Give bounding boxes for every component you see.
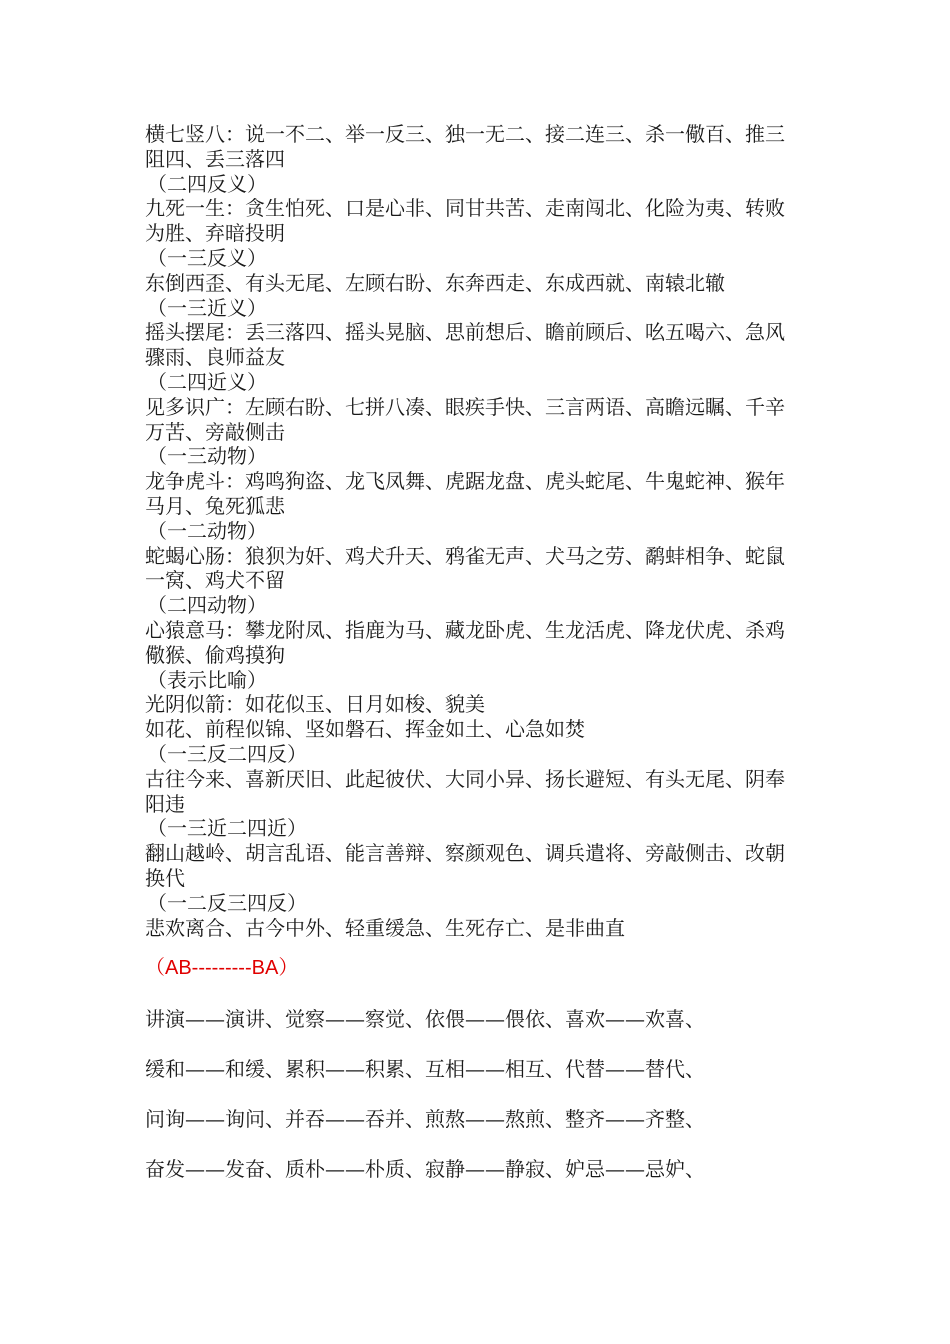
- text-line: 换代: [145, 865, 185, 890]
- text-line: 横七竖八：说一不二、举一反三、独一无二、接二连三、杀一儆百、推三: [145, 122, 785, 146]
- text-line: 儆猴、偷鸡摸狗: [145, 642, 285, 667]
- section-heading: [145, 954, 810, 981]
- text-line: 翻山越岭、胡言乱语、能言善辩、察颜观色、调兵遣将、旁敲侧击、改朝: [145, 841, 785, 866]
- text-line: 心猿意马：攀龙附凤、指鹿为马、藏龙卧虎、生龙活虎、降龙伏虎、杀鸡: [145, 617, 785, 642]
- text-line: 东倒西歪、有头无尾、左顾右盼、东奔西走、东成西就、南辕北辙: [145, 270, 725, 295]
- word-pair-section: [145, 1007, 810, 1181]
- category-label: （一二动物）: [147, 518, 267, 543]
- category-label: （一三反二四反）: [147, 741, 307, 766]
- word-pair-line: 奋发——发奋、质朴——朴质、寂静——静寂、妒忌——忌妒、: [145, 1157, 705, 1182]
- text-line: 万苦、旁敲侧击: [145, 419, 285, 444]
- heading-open-paren: （: [145, 957, 165, 980]
- text-line: 蛇蝎心肠：狼狈为奸、鸡犬升天、鸦雀无声、犬马之劳、鹬蚌相争、蛇鼠: [145, 543, 785, 568]
- category-label: （一二反三四反）: [147, 890, 307, 915]
- text-line: 光阴似箭：如花似玉、日月如梭、貌美: [145, 692, 485, 717]
- text-line: 一窝、鸡犬不留: [145, 568, 285, 593]
- heading-label: AB---------BA: [165, 957, 279, 980]
- document-page: [145, 122, 810, 1181]
- category-label: （二四反义）: [147, 171, 267, 196]
- category-label: （表示比喻）: [147, 667, 267, 692]
- category-label: （二四动物）: [147, 593, 267, 618]
- text-line: 悲欢离合、古今中外、轻重缓急、生死存亡、是非曲直: [145, 915, 625, 940]
- text-line: 阳违: [145, 791, 185, 816]
- text-line: 摇头摆尾：丢三落四、摇头晃脑、思前想后、瞻前顾后、吆五喝六、急风: [145, 320, 785, 345]
- text-line: 如花、前程似锦、坚如磐石、挥金如土、心急如焚: [145, 717, 585, 742]
- category-label: （一三反义）: [147, 245, 267, 270]
- text-line: 龙争虎斗：鸡鸣狗盗、龙飞凤舞、虎踞龙盘、虎头蛇尾、牛鬼蛇神、猴年: [145, 469, 785, 494]
- text-line: 阻四、丢三落四: [145, 146, 285, 171]
- text-line: 见多识广：左顾右盼、七拼八凑、眼疾手快、三言两语、高瞻远瞩、千辛: [145, 394, 785, 419]
- text-line: 九死一生：贪生怕死、口是心非、同甘共苦、走南闯北、化险为夷、转败: [145, 196, 785, 221]
- category-label: （二四近义）: [147, 369, 267, 394]
- text-line: 古往今来、喜新厌旧、此起彼伏、大同小异、扬长避短、有头无尾、阴奉: [145, 766, 785, 791]
- category-label: （一三近二四近）: [147, 816, 307, 841]
- word-pair-line: 问询——询问、并吞——吞并、煎熬——熬煎、整齐——齐整、: [145, 1107, 705, 1132]
- category-label: （一三近义）: [147, 295, 267, 320]
- word-pair-line: 缓和——和缓、累积——积累、互相——相互、代替——替代、: [145, 1057, 705, 1082]
- heading-close-paren: ）: [278, 957, 299, 980]
- text-line: 马月、兔死狐悲: [145, 493, 285, 518]
- idiom-section: [145, 122, 810, 940]
- category-label: （一三动物）: [147, 444, 267, 469]
- text-line: 骤雨、良师益友: [145, 345, 285, 370]
- word-pair-line: 讲演——演讲、觉察——察觉、依偎——偎依、喜欢——欢喜、: [145, 1007, 705, 1032]
- text-line: 为胜、弃暗投明: [145, 221, 285, 246]
